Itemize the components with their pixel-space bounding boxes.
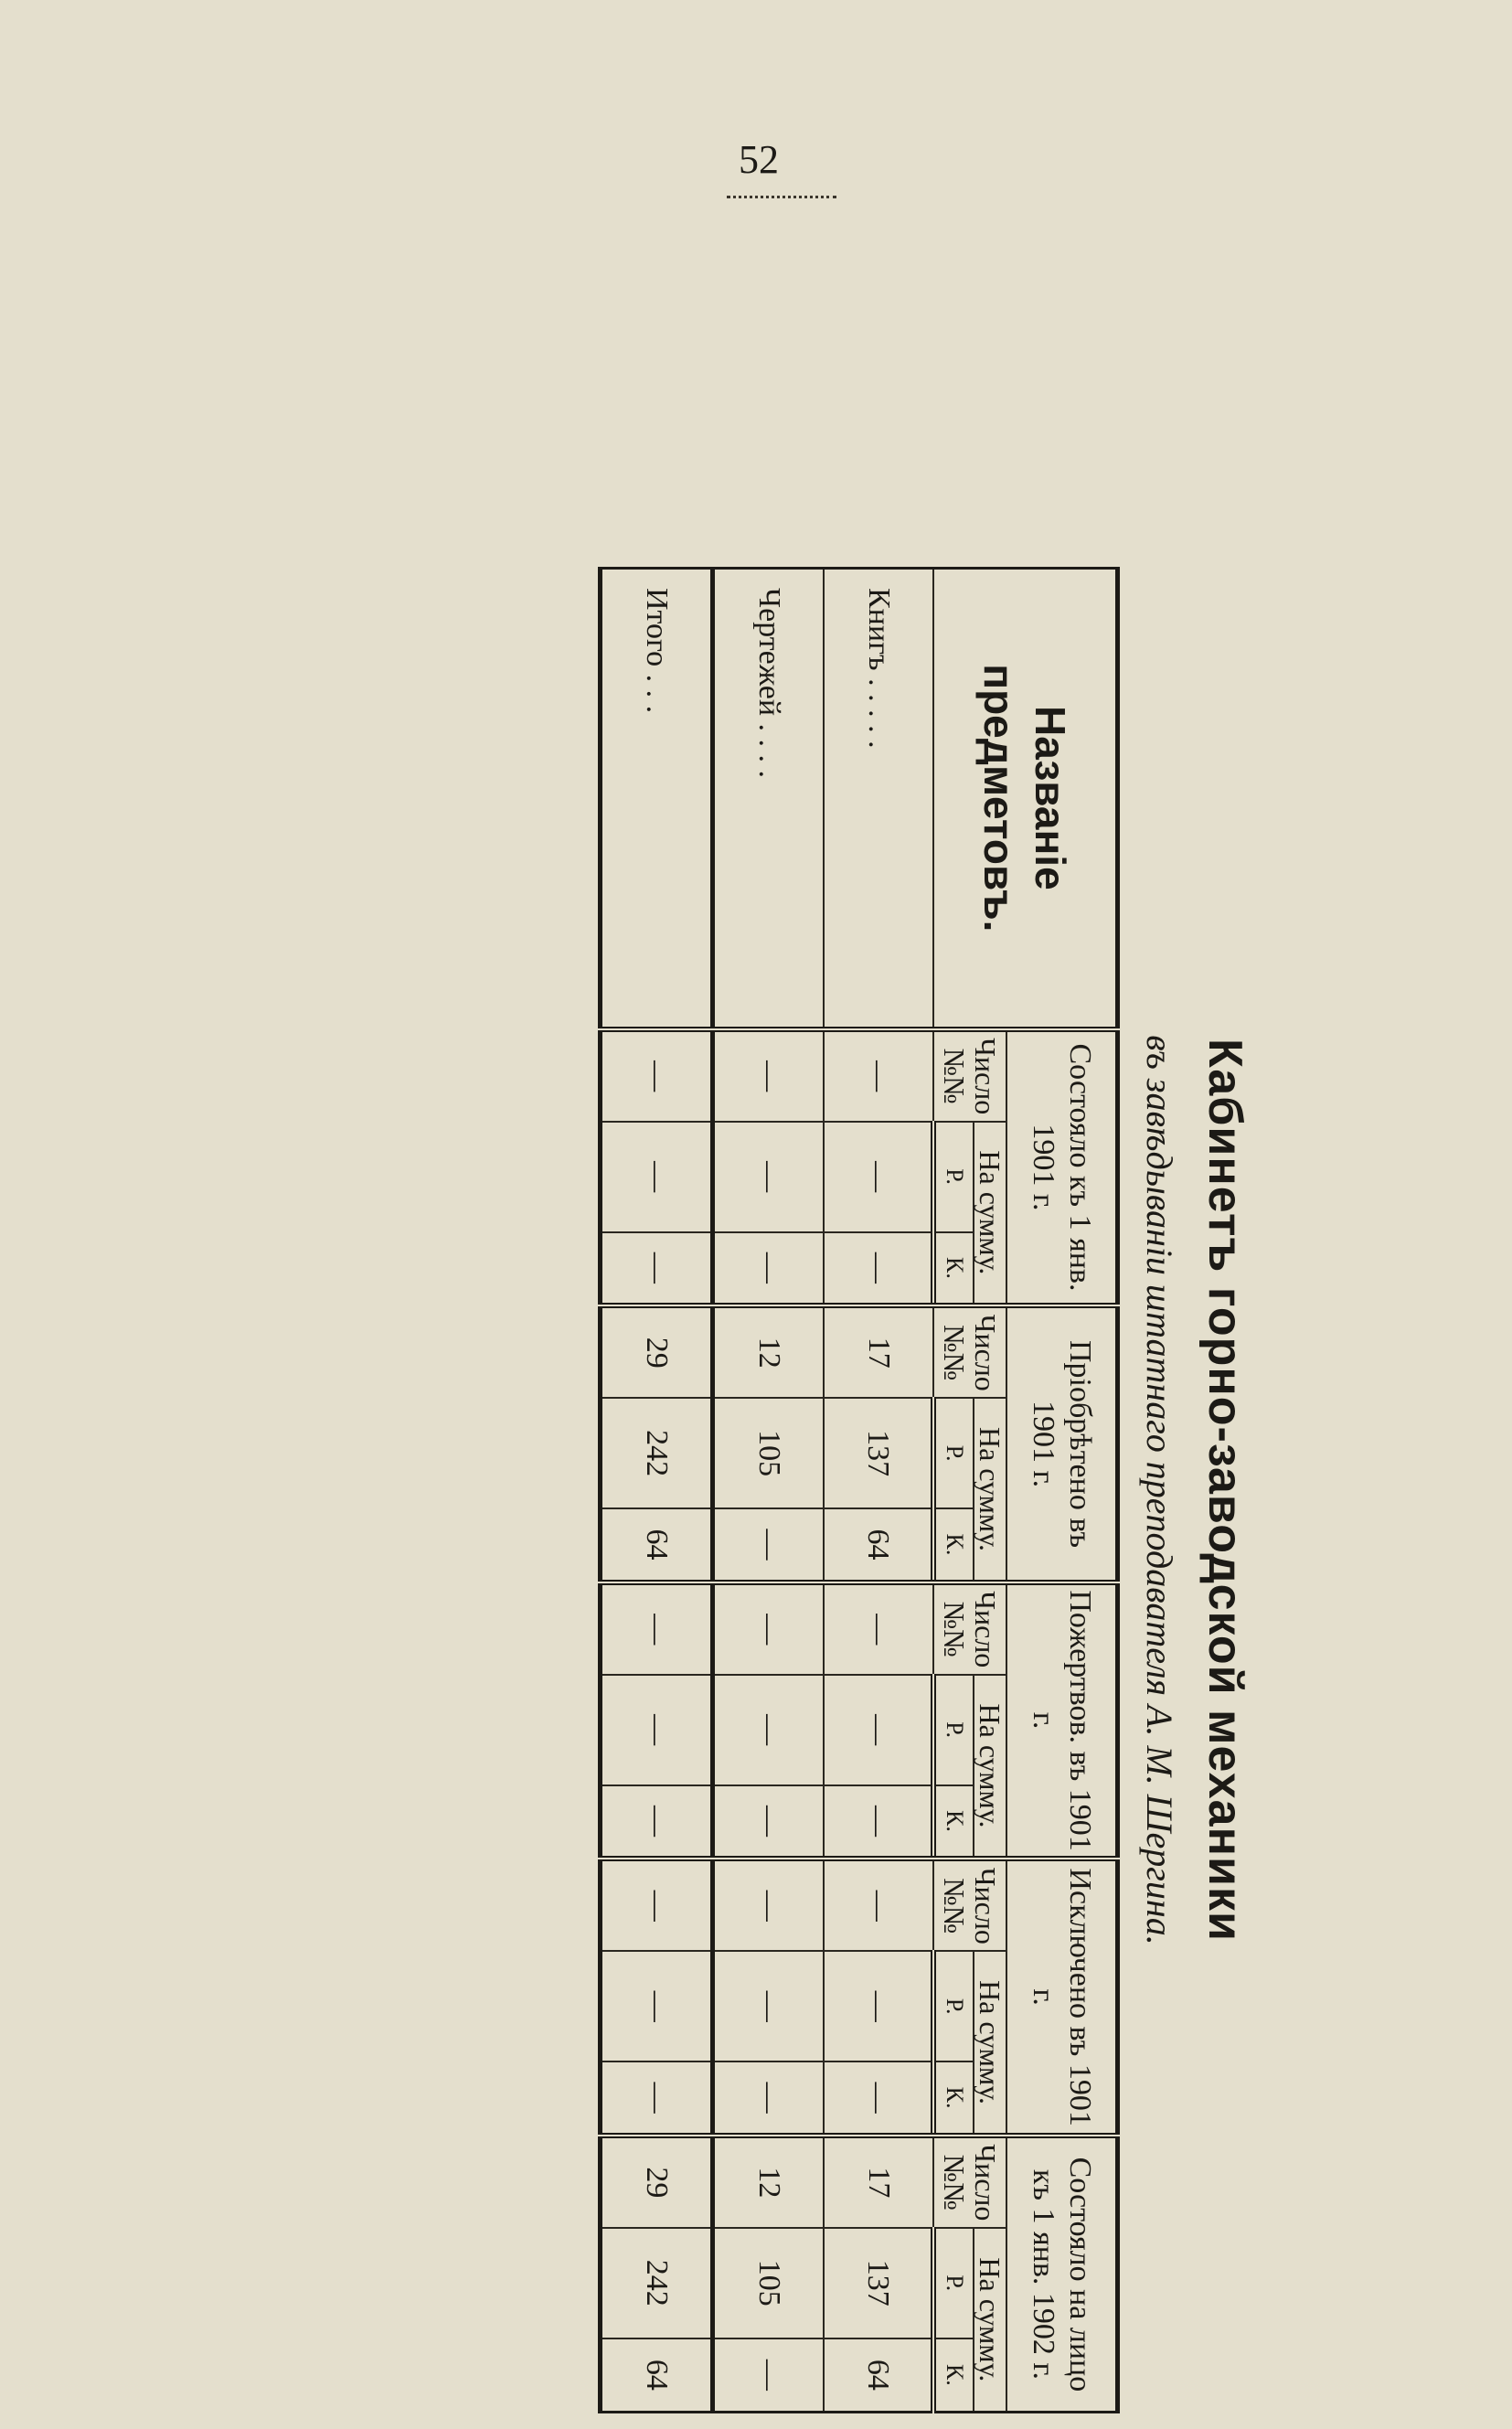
table-cell: — (824, 1951, 933, 2061)
count-header: Число №№ (933, 1859, 1006, 1951)
sum-header: На сумму. (974, 1951, 1006, 2136)
rub-header: Р. (933, 1675, 974, 1785)
table-cell: 105 (713, 1398, 825, 1508)
table-cell: 12 (713, 2136, 825, 2228)
header-row-groups (1006, 569, 1118, 2413)
kop-header: К. (933, 2338, 974, 2413)
sum-header: На сумму. (974, 1122, 1006, 1306)
group-header: Состояло на лицо къ 1 янв. 1902 г. (1006, 2136, 1118, 2413)
table-cell: 105 (713, 2228, 825, 2338)
table-cell: 137 (824, 1398, 933, 1508)
table-cell: — (824, 1582, 933, 1675)
total-row (601, 569, 713, 2413)
table-cell: — (713, 1675, 825, 1785)
rotated-table-sheet (146, 558, 1262, 2423)
name-column-header: Названіе предметовъ. (933, 569, 1118, 1029)
table-cell: — (601, 1785, 713, 1859)
sum-header: На сумму. (974, 1398, 1006, 1582)
table-cell: — (601, 1675, 713, 1785)
page-number: 52 (739, 137, 779, 182)
table-cell: — (601, 1582, 713, 1675)
table-cell: 29 (601, 2136, 713, 2228)
table-row (713, 569, 825, 2413)
table-cell: — (601, 1859, 713, 1951)
count-header: Число №№ (933, 1029, 1006, 1122)
table-cell: 29 (601, 1305, 713, 1398)
table-cell: 17 (824, 1305, 933, 1398)
table-cell: — (713, 1508, 825, 1582)
table-cell: — (601, 1122, 713, 1232)
table-cell: — (824, 1232, 933, 1306)
table-cell: — (824, 1859, 933, 1951)
table-cell: — (824, 2061, 933, 2136)
table-cell: — (601, 1951, 713, 2061)
table-cell: 64 (601, 1508, 713, 1582)
kop-header: К. (933, 1785, 974, 1859)
sum-header: На сумму. (974, 2228, 1006, 2413)
table-cell: — (601, 1232, 713, 1306)
count-header: Число №№ (933, 1305, 1006, 1398)
table-cell: 64 (601, 2338, 713, 2413)
table-cell: — (824, 1675, 933, 1785)
row-name: Чертежей . . . . (713, 569, 825, 1029)
table-cell: — (713, 1232, 825, 1306)
table-cell: — (713, 1785, 825, 1859)
group-header: Пожертвов. въ 1901 г. (1006, 1582, 1118, 1859)
kop-header: К. (933, 1508, 974, 1582)
table-cell: 242 (601, 1398, 713, 1508)
kop-header: К. (933, 2061, 974, 2136)
table-cell: — (713, 1582, 825, 1675)
count-header: Число №№ (933, 2136, 1006, 2228)
table-cell: 17 (824, 2136, 933, 2228)
rub-header: Р. (933, 2228, 974, 2338)
inventory-table (598, 567, 1120, 2413)
table-cell: — (824, 1122, 933, 1232)
table-cell: — (713, 2061, 825, 2136)
rub-header: Р. (933, 1951, 974, 2061)
rub-header: Р. (933, 1122, 974, 1232)
table-cell: — (601, 1029, 713, 1122)
table-cell: — (713, 1951, 825, 2061)
cabinet-subtitle: въ завѣдываніи штатнаго преподавателя А. М. Шергина. (1139, 1035, 1180, 1945)
table-cell: — (713, 1122, 825, 1232)
table-cell: — (601, 2061, 713, 2136)
table-cell: — (824, 1785, 933, 1859)
cabinet-title: Кабинетъ горно-заводской механики (1198, 1039, 1251, 1942)
page-number-rule (727, 196, 836, 198)
group-header: Исключено въ 1901 г. (1006, 1859, 1118, 2136)
rub-header: Р. (933, 1398, 974, 1508)
group-header: Пріобрѣтено въ 1901 г. (1006, 1305, 1118, 1582)
total-label: Итого . . . (601, 569, 713, 1029)
sum-header: На сумму. (974, 1675, 1006, 1859)
table-cell: — (713, 1029, 825, 1122)
kop-header: К. (933, 1232, 974, 1306)
table-cell: — (824, 1029, 933, 1122)
table-cell: 12 (713, 1305, 825, 1398)
table-cell: — (713, 2338, 825, 2413)
row-name: Книгъ . . . . . (824, 569, 933, 1029)
table-cell: — (713, 1859, 825, 1951)
table-cell: 64 (824, 2338, 933, 2413)
table-cell: 137 (824, 2228, 933, 2338)
table-cell: 242 (601, 2228, 713, 2338)
table-cell: 64 (824, 1508, 933, 1582)
table-row (824, 569, 933, 2413)
count-header: Число №№ (933, 1582, 1006, 1675)
group-header: Состояло къ 1 янв. 1901 г. (1006, 1029, 1118, 1306)
